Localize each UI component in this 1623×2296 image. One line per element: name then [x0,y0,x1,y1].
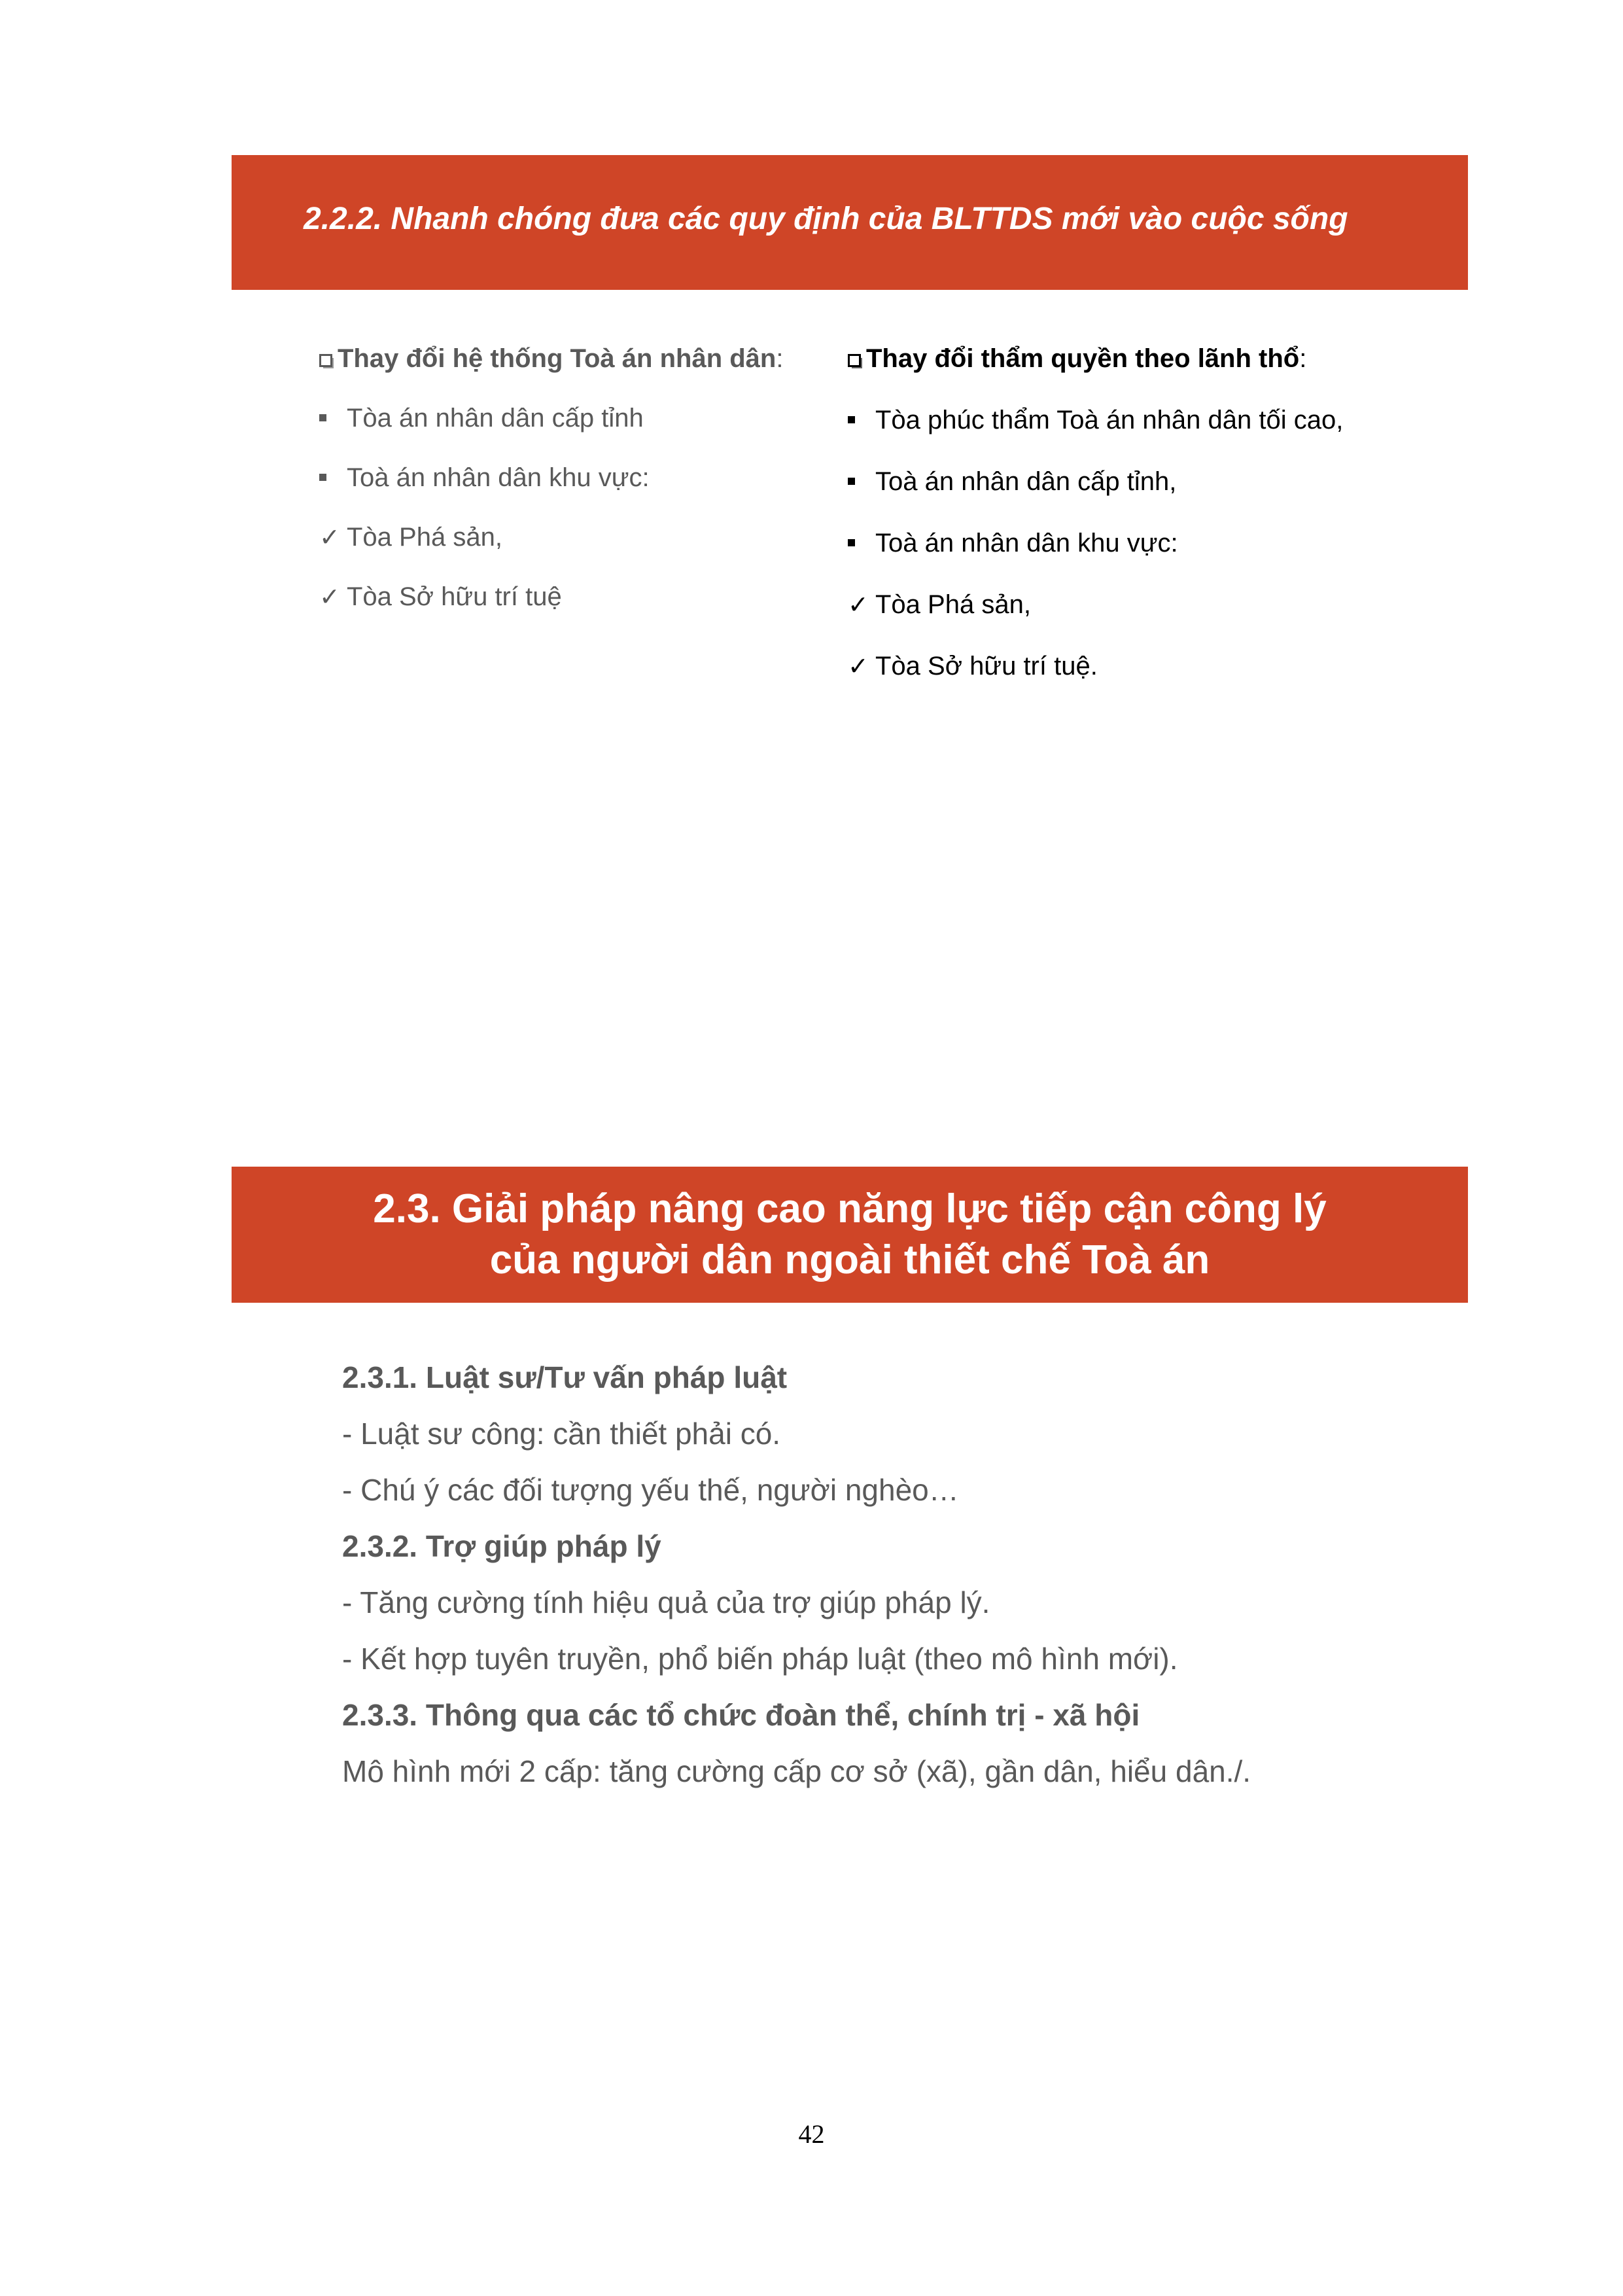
list-item [319,404,783,463]
list-item [319,582,783,642]
list-item-text: Tòa Phá sản, [875,590,1031,619]
checkmark-icon: ✓ [848,653,869,680]
body-paragraph: - Kết hợp tuyên truyền, phổ biến pháp luật (theo mô hình mới). [342,1642,1178,1676]
left-heading-text: Thay đổi hệ thống Toà án nhân dân [338,344,777,373]
list-item [848,406,1343,467]
right-column [848,344,1343,713]
list-item [319,463,783,523]
section-23-title-line1: 2.3. Giải pháp nâng cao năng lực tiếp cận công lý [373,1186,1327,1231]
body-paragraph: - Luật sư công: cần thiết phải có. [342,1417,781,1451]
section-23-title-line2: của người dân ngoài thiết chế Toà án [489,1237,1210,1282]
left-column [319,344,783,642]
body-paragraph: - Tăng cường tính hiệu quả của trợ giúp pháp lý. [342,1585,990,1619]
list-item-text: Tòa phúc thẩm Toà án nhân dân tối cao, [875,406,1344,434]
section-23-banner [232,1167,1468,1303]
left-column-list [319,404,783,642]
right-heading-colon: : [1299,344,1307,373]
list-item [319,523,783,582]
subsection-heading: 2.3.1. Luật sư/Tư vấn pháp luật [342,1360,788,1394]
body-paragraph: - Chú ý các đối tượng yếu thế, người nghèo… [342,1473,959,1507]
checkbox-bullet-icon [848,354,861,367]
list-item [848,529,1343,590]
list-item-text: Tòa án nhân dân cấp tỉnh [347,404,644,433]
checkbox-bullet-icon [319,354,332,367]
list-item [848,590,1343,652]
right-column-list [848,406,1343,713]
subsection-heading: 2.3.3. Thông qua các tổ chức đoàn thể, chính trị - xã hội [342,1698,1140,1732]
list-item-text: Toà án nhân dân khu vực: [875,529,1178,557]
square-bullet-icon [848,467,875,497]
left-heading-colon: : [776,344,784,373]
list-item-text: Tòa Sở hữu trí tuệ. [875,652,1098,680]
square-bullet-icon [319,404,347,433]
square-bullet-icon [848,529,875,558]
checkmark-icon: ✓ [848,592,869,619]
list-item-text: Tòa Sở hữu trí tuệ [347,582,562,611]
square-bullet-icon [319,463,347,493]
section-222-title: 2.2.2. Nhanh chóng đưa các quy định của BLTTDS mới vào cuộc sống [304,202,1348,236]
section-23-body [342,1354,1251,1805]
left-column-heading [319,344,783,404]
body-paragraph: Mô hình mới 2 cấp: tăng cường cấp cơ sở (xã), gần dân, hiểu dân./. [342,1754,1251,1788]
right-column-heading [848,344,1343,406]
list-item [848,652,1343,713]
checkmark-icon: ✓ [319,584,340,611]
right-heading-text: Thay đổi thẩm quyền theo lãnh thổ [866,344,1300,373]
list-item-text: Toà án nhân dân cấp tỉnh, [875,467,1177,496]
checkmark-icon: ✓ [319,524,340,552]
subsection-heading: 2.3.2. Trợ giúp pháp lý [342,1529,661,1563]
section-222-banner [232,155,1468,290]
list-item [848,467,1343,529]
list-item-text: Toà án nhân dân khu vực: [347,463,650,492]
square-bullet-icon [848,406,875,435]
page-number: 42 [798,2119,825,2149]
list-item-text: Tòa Phá sản, [347,523,502,552]
